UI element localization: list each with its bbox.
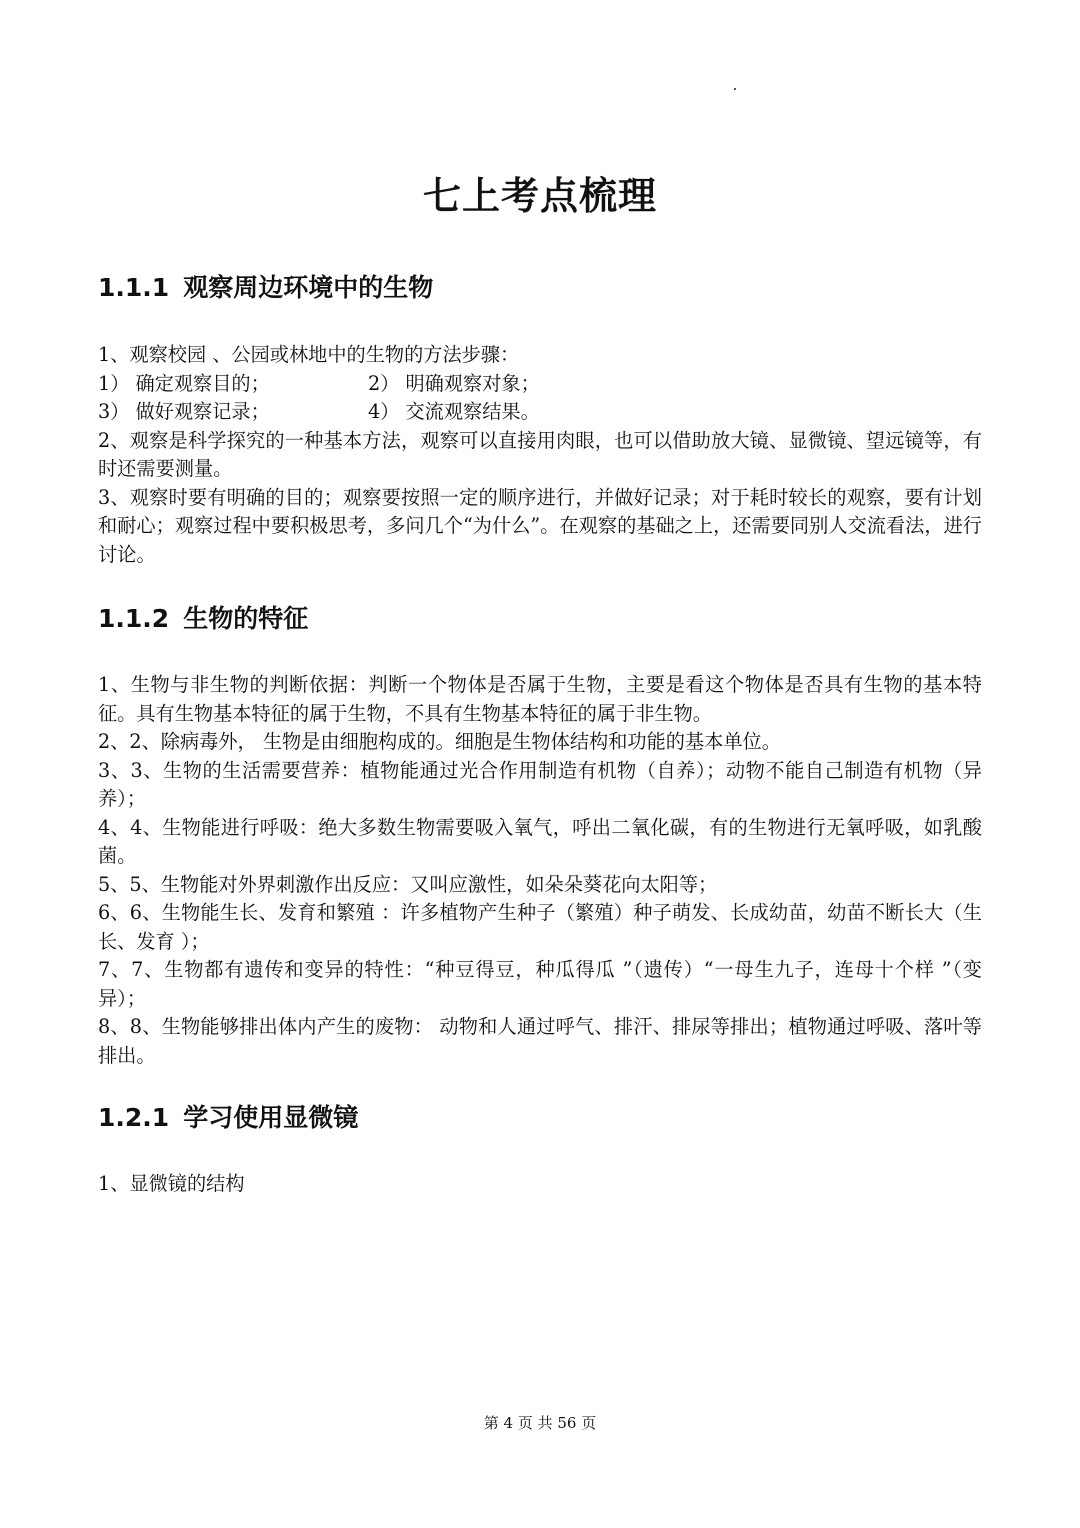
paragraph: 1、显微镜的结构	[98, 1172, 245, 1195]
section-heading-1-1-2	[98, 601, 982, 637]
section-number: 1.1.1	[98, 273, 170, 302]
paragraph: 1、生物与非生物的判断依据：判断一个物体是否属于生物，主要是看这个物体是否具有生物的基本特征。具有生物基本特征的属于生物，不具有生物基本特征的属于非生物。	[98, 673, 982, 725]
paragraph: 2、观察是科学探究的一种基本方法，观察可以直接用肉眼，也可以借助放大镜、显微镜、望远镜等，有时还需要测量。	[98, 428, 982, 480]
paragraph: 7、7、生物都有遗传和变异的特性：“种豆得豆，种瓜得瓜 ”（遗传）“一母生九子，连母十个样 ”（变异）；	[98, 958, 982, 1010]
section-body-1-2-1	[98, 1170, 982, 1199]
step-item: 1） 确定观察目的；	[98, 371, 270, 395]
steps-row	[98, 398, 982, 427]
section-number: 1.2.1	[98, 1103, 170, 1132]
section-body-1-1-2	[98, 671, 982, 1070]
step-item: 4） 交流观察结果。	[368, 400, 540, 423]
steps-row	[98, 370, 982, 399]
section-heading-1-2-1	[98, 1100, 982, 1136]
section-heading-1-1-1	[98, 270, 982, 306]
paragraph: 1、观察校园 、公园或林地中的生物的方法步骤：	[98, 343, 520, 366]
paragraph: 6、6、生物能生长、发育和繁殖 ：许多植物产生种子（繁殖）种子萌发、长成幼苗，幼苗不断长大（生长、发育 ）；	[98, 901, 982, 953]
speck-mark	[734, 88, 736, 90]
paragraph: 3、3、生物的生活需要营养：植物能通过光合作用制造有机物（自养）；动物不能自己制造有机物（异养）；	[98, 758, 982, 810]
section-title: 观察周边环境中的生物	[183, 273, 434, 302]
page-footer: 第 4 页 共 56 页	[483, 1414, 597, 1432]
paragraph: 4、4、生物能进行呼吸：绝大多数生物需要吸入氧气，呼出二氧化碳，有的生物进行无氧呼吸，如乳酸菌。	[98, 815, 982, 867]
paragraph: 2、2、除病毒外， 生物是由细胞构成的。细胞是生物体结构和功能的基本单位。	[98, 730, 781, 753]
section-title: 学习使用显微镜	[183, 1103, 359, 1132]
paragraph: 8、8、生物能够排出体内产生的废物： 动物和人通过呼气、排汗、排尿等排出；植物通过呼吸、落叶等排出。	[98, 1015, 982, 1067]
paragraph: 5、5、生物能对外界刺激作出反应：又叫应激性，如朵朵葵花向太阳等；	[98, 872, 718, 896]
paragraph: 3、观察时要有明确的目的；观察要按照一定的顺序进行，并做好记录；对于耗时较长的观察，要有计划和耐心；观察过程中要积极思考，多问几个“为什么”。在观察的基础之上，还需要同别人交流看法，进行讨论。	[98, 485, 982, 566]
section-body-1-1-1	[98, 341, 982, 569]
step-item: 2） 明确观察对象；	[368, 371, 540, 395]
section-title: 生物的特征	[183, 604, 309, 633]
document-title: 七上考点梳理	[422, 173, 657, 218]
step-item: 3） 做好观察记录；	[98, 400, 270, 423]
section-number: 1.1.2	[98, 604, 170, 633]
